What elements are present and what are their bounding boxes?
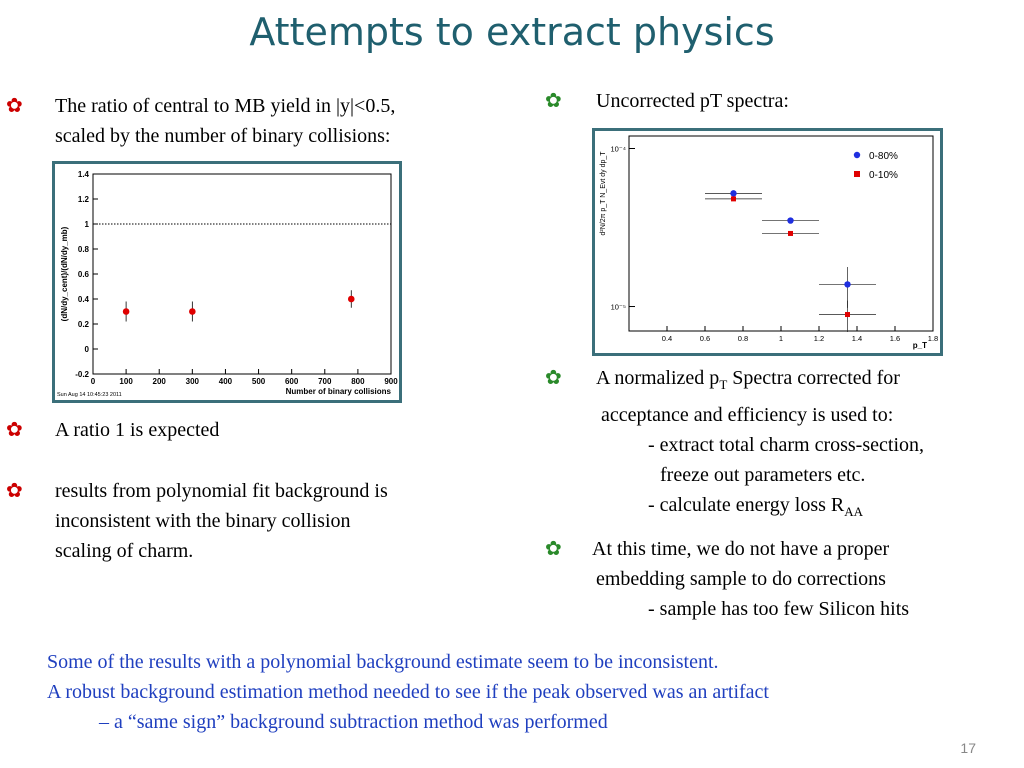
text-line: - sample has too few Silicon hits [648, 598, 910, 620]
text-line: A normalized $p_T$ Spectra corrected for [596, 367, 900, 392]
legend-label: 0-10% [869, 170, 898, 181]
plot-timestamp: Sun Aug 14 10:45:23 2011 [57, 392, 122, 398]
text-line: acceptance and efficiency is used to: [601, 404, 894, 426]
y-tick-label: 10⁻⁵ [610, 302, 626, 312]
page-number: 17 [960, 740, 976, 756]
x-tick-label: 1.4 [851, 334, 863, 343]
x-tick-label: 400 [218, 377, 233, 386]
y-tick-label: 1.4 [77, 170, 89, 179]
flower-icon: ✿ [6, 95, 23, 117]
data-point [731, 196, 736, 201]
data-point [845, 312, 850, 317]
x-tick-label: 0.6 [699, 334, 711, 343]
pt-spectra-chart-svg [595, 131, 940, 353]
text-line: inconsistent with the binary collision [55, 510, 351, 532]
x-axis-label: Number of binary collisions [285, 387, 391, 396]
bullet-polynomial-results [55, 476, 388, 566]
data-point [123, 308, 130, 315]
y-tick-label: 0.6 [77, 270, 89, 279]
data-point [844, 281, 850, 287]
pt-spectra-chart [592, 128, 943, 356]
footer-notes [47, 647, 769, 737]
x-tick-label: 100 [119, 377, 133, 386]
footer-line: – a “same sign” background subtraction method was performed [99, 711, 608, 733]
legend-marker [854, 152, 860, 158]
footer-line: Some of the results with a polynomial background estimate seem to be inconsistent. [47, 651, 719, 673]
x-tick-label: 0.8 [737, 334, 749, 343]
data-point [788, 231, 793, 236]
x-tick-label: 0 [90, 377, 96, 386]
text-line: A ratio 1 is expected [55, 419, 220, 441]
data-point [730, 190, 736, 196]
bullet-ratio-expected [55, 415, 219, 445]
y-tick-label: 1 [84, 220, 89, 229]
text-line: scaled by the number of binary collisions: [55, 125, 391, 147]
x-tick-label: 600 [284, 377, 299, 386]
x-tick-label: 1 [778, 334, 784, 343]
bullet-uncorrected-spectra [596, 86, 789, 116]
y-tick-label: 1.2 [77, 195, 89, 204]
flower-icon: ✿ [545, 90, 562, 112]
y-tick-label: 10⁻⁴ [610, 144, 626, 154]
flower-icon: ✿ [6, 419, 23, 441]
x-tick-label: 500 [251, 377, 266, 386]
text-line: The ratio of central to MB yield in |y|<0.5, [55, 95, 396, 117]
footer-line: A robust background estimation method needed to see if the peak observed was an artifact [47, 681, 769, 703]
x-tick-label: 900 [384, 377, 398, 386]
text-line: - extract total charm cross-section, [648, 434, 924, 456]
y-axis-label: (dN/dy_cent)/(dN/dy_mb) [60, 226, 69, 322]
legend-marker [854, 171, 860, 177]
bullet-ratio-description [55, 91, 395, 151]
x-tick-label: 800 [351, 377, 365, 386]
flower-icon: ✿ [6, 480, 23, 502]
slide-title: Attempts to extract physics [249, 10, 775, 54]
flower-icon: ✿ [545, 538, 562, 560]
data-point [787, 217, 793, 223]
flower-icon: ✿ [545, 367, 562, 389]
text-line: embedding sample to do corrections [596, 568, 886, 590]
ratio-chart-svg [55, 164, 399, 400]
x-axis-label: p_T [912, 341, 927, 350]
y-tick-label: 0 [84, 345, 89, 354]
legend-label: 0-80% [869, 151, 898, 162]
text-line: Uncorrected pT spectra: [596, 90, 789, 112]
text-line: - calculate energy loss $R_{AA}$ [648, 494, 864, 519]
x-tick-label: 200 [152, 377, 166, 386]
y-axis-label: d²N/2π p_T N_Evt dy dp_T [600, 151, 607, 236]
text-line: At this time, we do not have a proper [592, 538, 890, 560]
y-tick-label: 0.8 [77, 245, 89, 254]
x-tick-label: 0.4 [661, 334, 673, 343]
x-tick-label: 1.8 [927, 334, 939, 343]
x-tick-label: 300 [185, 377, 200, 386]
y-tick-label: 0.2 [77, 320, 89, 329]
text-line: scaling of charm. [55, 540, 194, 562]
x-tick-label: 1.2 [813, 334, 825, 343]
ratio-chart [52, 161, 402, 403]
x-tick-label: 700 [318, 377, 332, 386]
bullet-embedding-sample [592, 534, 909, 624]
data-point [189, 308, 196, 315]
text-line: results from polynomial fit background is [55, 480, 388, 502]
plot-area [93, 174, 391, 374]
text-line: freeze out parameters etc. [660, 464, 866, 486]
y-tick-label: 0.4 [77, 295, 89, 304]
data-point [348, 296, 355, 303]
x-tick-label: 1.6 [889, 334, 901, 343]
y-tick-label: -0.2 [75, 370, 89, 379]
bullet-normalized-spectra [596, 363, 924, 527]
